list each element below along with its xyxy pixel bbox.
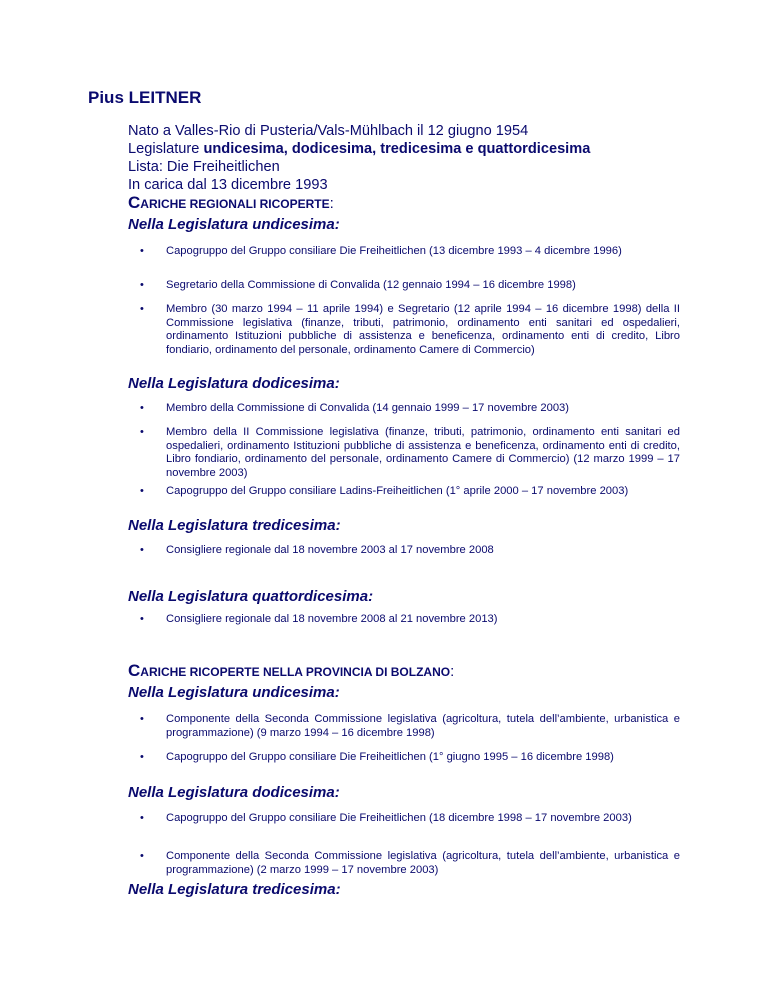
bullet-icon: •: [140, 279, 144, 291]
provincial-section-title: CARICHE RICOPERTE NELLA PROVINCIA DI BOLZANO:: [128, 661, 455, 680]
regional-leg-12-heading: Nella Legislatura dodicesima:: [128, 375, 340, 392]
bullet-icon: •: [140, 245, 144, 257]
provincial-leg-11-heading: Nella Legislatura undicesima:: [128, 684, 340, 701]
bullet-icon: •: [140, 485, 144, 497]
bullet-icon: •: [140, 850, 144, 862]
bullet-icon: •: [140, 544, 144, 556]
regional-section-title: CARICHE REGIONALI RICOPERTE:: [128, 193, 334, 212]
person-name: Pius LEITNER: [88, 88, 202, 107]
list-item: • Capogruppo del Gruppo consiliare Die Freiheitlichen (18 dicembre 1998 – 17 novembre 2003): [140, 812, 632, 824]
bio-block: [128, 122, 728, 194]
birth-line: Nato a Valles-Rio di Pusteria/Vals-Mühlbach il 12 giugno 1954: [128, 123, 529, 139]
list-item: • Membro della Commissione di Convalida (14 gennaio 1999 – 17 novembre 2003): [140, 402, 569, 414]
list-item: • Consigliere regionale dal 18 novembre 2008 al 21 novembre 2013): [140, 613, 498, 625]
bullet-icon: •: [140, 812, 144, 824]
list-item: • Capogruppo del Gruppo consiliare Die Freiheitlichen (1° giugno 1995 – 16 dicembre 1998): [140, 751, 614, 763]
list-item: • Componente della Seconda Commissione legislativa (agricoltura, tutela dell’ambiente, urbanistica e programmazione) (2 marzo 1999 – 17 novembre 2003): [140, 850, 680, 876]
in-office-line: In carica dal 13 dicembre 1993: [128, 177, 328, 193]
legislature-line: [128, 140, 728, 158]
list-item: • Membro della II Commissione legislativa (finanze, tributi, patrimonio, ordinamento enti sanitari ed ospedalieri, ordinamento Istituzioni pubbliche di assistenza e beneficenza, ordinamento enti di credito, Libro fondiario, ordinamento del personale, ordinamento Camere di Commercio) (12 marzo 1999 – 17 novembre 2003): [140, 426, 680, 479]
list-item: • Capogruppo del Gruppo consiliare Ladins-Freiheitlichen (1° aprile 2000 – 17 novembre 2003): [140, 485, 629, 497]
list-item: • Capogruppo del Gruppo consiliare Die Freiheitlichen (13 dicembre 1993 – 4 dicembre 1996): [140, 245, 622, 257]
bullet-icon: •: [140, 613, 144, 625]
bullet-icon: •: [140, 402, 144, 414]
provincial-leg-12-heading: Nella Legislatura dodicesima:: [128, 784, 340, 801]
legislature-prefix: Legislature: [128, 141, 204, 157]
bullet-icon: •: [140, 713, 144, 725]
list-item: • Consigliere regionale dal 18 novembre 2003 al 17 novembre 2008: [140, 544, 494, 556]
regional-leg-14-heading: Nella Legislatura quattordicesima:: [128, 588, 374, 605]
bullet-icon: •: [140, 303, 144, 315]
bullet-icon: •: [140, 426, 144, 438]
list-item: • Segretario della Commissione di Convalida (12 gennaio 1994 – 16 dicembre 1998): [140, 279, 576, 291]
list-item: • Membro (30 marzo 1994 – 11 aprile 1994) e Segretario (12 aprile 1994 – 16 dicembre 1998) della II Commissione legislativa (finanze, tributi, patrimonio, ordinamento enti sanitari ed ospedalieri, ordinamento Istituzioni pubbliche di assistenza e beneficenza, ordinamento enti di credito, Libro fondiario, ordinamento del personale, ordinamento Camere di Commercio): [140, 303, 680, 356]
regional-leg-11-heading: Nella Legislatura undicesima:: [128, 216, 340, 233]
list-item: • Componente della Seconda Commissione legislativa (agricoltura, tutela dell’ambiente, urbanistica e programmazione) (9 marzo 1994 – 16 dicembre 1998): [140, 713, 680, 739]
provincial-leg-13-heading: Nella Legislatura tredicesima:: [128, 881, 341, 898]
regional-leg-13-heading: Nella Legislatura tredicesima:: [128, 517, 341, 534]
party-list-line: Lista: Die Freiheitlichen: [128, 159, 280, 175]
bullet-icon: •: [140, 751, 144, 763]
legislature-list: undicesima, dodicesima, tredicesima e quattordicesima: [203, 141, 591, 157]
